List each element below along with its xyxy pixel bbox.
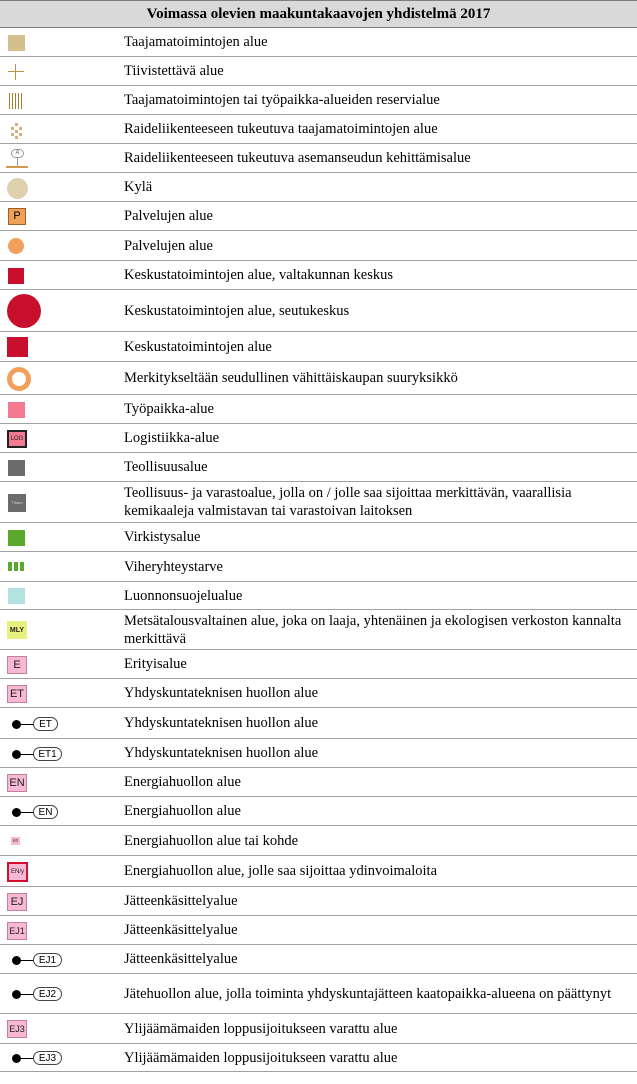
point-connector-line — [20, 1058, 34, 1059]
legend-symbol — [0, 1044, 120, 1071]
station-stem — [17, 158, 18, 166]
mly-square-icon: MLY — [7, 621, 27, 639]
legend-text: Jätehuollon alue, jolla toiminta yhdyskuntajätteen kaatopaikka-alueena on päättynyt — [124, 985, 612, 1002]
erityisalue-square-icon: EN — [7, 774, 27, 792]
legend-text: Energiahuollon alue — [124, 803, 241, 819]
point-pill-label: ET1 — [33, 747, 62, 761]
ydinvoima-square-icon: EN/y — [7, 862, 28, 882]
legend-symbol — [0, 523, 120, 551]
legend-row — [0, 974, 637, 1014]
legend-row — [0, 887, 637, 916]
reserve-line — [18, 93, 19, 109]
keskusta-square-icon — [7, 337, 28, 357]
legend-row — [0, 261, 637, 290]
erityisalue-square-icon: ET — [7, 685, 27, 703]
legend-title: Voimassa olevien maakuntakaavojen yhdistelmä 2017 — [0, 0, 637, 28]
legend-symbol — [0, 826, 120, 855]
reserve-line — [9, 93, 10, 109]
legend-text: Työpaikka-alue — [124, 401, 214, 417]
reserve-line — [21, 93, 22, 109]
legend-text: Taajamatoimintojen tai työpaikka-alueiden reservialue — [124, 92, 440, 108]
taajama-square-icon — [8, 35, 25, 51]
legend-row — [0, 144, 637, 173]
legend-row — [0, 945, 637, 974]
legend-symbol — [0, 1014, 120, 1043]
point-pill-label: EN — [33, 805, 58, 819]
legend-row — [0, 202, 637, 231]
viheryhteys-bar — [20, 562, 24, 571]
legend-symbol — [0, 290, 120, 331]
legend-text: Taajamatoimintojen alue — [124, 34, 268, 50]
legend-row — [0, 332, 637, 362]
legend-row — [0, 424, 637, 453]
legend-text: Keskustatoimintojen alue — [124, 338, 272, 355]
legend-symbol — [0, 424, 120, 452]
energia-kohde-icon: en — [12, 838, 19, 844]
legend-row — [0, 482, 637, 523]
viheryhteys-bars-icon — [8, 562, 26, 571]
kyla-circle-icon — [7, 178, 28, 199]
legend-text: Raideliikenteeseen tukeutuva asemanseudun kehittämisalue — [124, 150, 471, 166]
legend-symbol — [0, 797, 120, 825]
legend-symbol — [0, 916, 120, 944]
legend-row — [0, 115, 637, 144]
reserve-line — [12, 93, 13, 109]
viheryhteys-bar — [8, 562, 12, 571]
legend-symbol — [0, 552, 120, 581]
legend-text: Kylä — [124, 179, 153, 195]
legend-symbol — [0, 332, 120, 361]
erityisalue-square-icon: EJ — [7, 893, 27, 911]
vahittaiskauppa-ring-icon — [7, 367, 31, 391]
legend-symbol — [0, 679, 120, 707]
point-connector-line — [20, 812, 34, 813]
teollisuus-square-icon — [8, 460, 25, 476]
point-connector-line — [20, 754, 34, 755]
legend-symbol — [0, 482, 120, 522]
rail-taajama-icon — [8, 122, 25, 139]
legend-symbol — [0, 202, 120, 230]
valtakunnan-keskus-icon — [8, 268, 24, 284]
legend-row — [0, 826, 637, 856]
station-marker-icon — [6, 149, 28, 169]
legend-text: Energiahuollon alue tai kohde — [124, 832, 299, 849]
seutukeskus-circle-icon — [7, 294, 41, 328]
legend-text: Yhdyskuntateknisen huollon alue — [124, 715, 319, 731]
erityisalue-square-icon: E — [7, 656, 27, 674]
legend-row — [0, 739, 637, 768]
legend-text: Tiivistettävä alue — [124, 63, 224, 79]
legend-row — [0, 797, 637, 826]
palvelu-circle-icon — [8, 238, 24, 254]
legend-symbol — [0, 582, 120, 609]
legend-row — [0, 395, 637, 424]
legend-text: Teollisuusalue — [124, 459, 208, 475]
legend-row — [0, 290, 637, 332]
legend-text: Erityisalue — [124, 656, 187, 672]
legend-rows — [0, 28, 637, 1072]
legend-symbol — [0, 115, 120, 143]
legend-row — [0, 856, 637, 887]
legend-text: Energiahuollon alue, jolle saa sijoittaa ydinvoimaloita — [124, 863, 438, 879]
legend-text: Jätteenkäsittelyalue — [124, 922, 238, 938]
legend-symbol — [0, 231, 120, 260]
legend-text: Keskustatoimintojen alue, valtakunnan keskus — [124, 267, 394, 283]
palvelu-square-icon: P — [8, 208, 26, 225]
legend-symbol — [0, 453, 120, 481]
legend-row — [0, 650, 637, 679]
legend-row — [0, 231, 637, 261]
reserve-lines-icon — [9, 93, 25, 109]
legend-text: Ylijäämämaiden loppusijoitukseen varattu alue — [124, 1020, 398, 1037]
legend-text: Jätteenkäsittelyalue — [124, 893, 238, 909]
legend-text: Logistiikka-alue — [124, 430, 220, 446]
legend-row — [0, 1044, 637, 1072]
legend-row — [0, 552, 637, 582]
legend-symbol — [0, 974, 120, 1013]
point-pill-label: EJ2 — [33, 987, 62, 1001]
plus-icon — [8, 64, 24, 80]
legend-row — [0, 523, 637, 552]
legend-row — [0, 28, 637, 57]
station-base — [6, 166, 28, 168]
legend-symbol — [0, 86, 120, 114]
legend-text: Luonnonsuojelualue — [124, 587, 243, 604]
kemikaali-square-icon: T/kem — [8, 494, 26, 512]
plus-icon-v — [15, 64, 16, 80]
legend-symbol — [0, 708, 120, 738]
legend-symbol — [0, 261, 120, 289]
legend-text: Yhdyskuntateknisen huollon alue — [124, 685, 319, 701]
legend-text: Jätteenkäsittelyalue — [124, 951, 238, 967]
legend-symbol — [0, 739, 120, 767]
legend-text: Keskustatoimintojen alue, seutukeskus — [124, 302, 350, 319]
legend-text: Palvelujen alue — [124, 237, 213, 254]
legend-row — [0, 768, 637, 797]
reserve-line — [15, 93, 16, 109]
erityisalue-square-icon: EJ3 — [7, 1020, 27, 1038]
legend-row — [0, 708, 637, 739]
legend-symbol — [0, 144, 120, 172]
plus-icon-h — [8, 71, 24, 72]
legend-symbol — [0, 610, 120, 649]
legend-text: Energiahuollon alue — [124, 774, 241, 790]
legend-text: Merkitykseltään seudullinen vähittäiskaupan suuryksikkö — [124, 370, 458, 386]
legend-symbol — [0, 173, 120, 201]
point-pill-label: EJ3 — [33, 1051, 62, 1065]
logistiikka-square-icon: LOG — [7, 430, 27, 448]
legend-row — [0, 916, 637, 945]
viheryhteys-bar — [14, 562, 18, 571]
station-label: A — [11, 149, 24, 158]
legend-text: Metsätalousvaltainen alue, joka on laaja, yhtenäinen ja ekologisen verkoston kannalta merkittävä — [124, 612, 622, 647]
legend-text: Ylijäämämaiden loppusijoitukseen varattu alue — [124, 1049, 398, 1066]
legend-text: Virkistysalue — [124, 529, 201, 545]
legend-symbol — [0, 768, 120, 796]
point-connector-line — [20, 724, 34, 725]
legend-symbol — [0, 887, 120, 915]
legend-row — [0, 453, 637, 482]
legend-row — [0, 610, 637, 650]
tyopaikka-square-icon — [8, 402, 25, 418]
legend-row — [0, 173, 637, 202]
erityisalue-square-icon: EJ1 — [7, 922, 27, 940]
legend-row — [0, 86, 637, 115]
legend-row — [0, 679, 637, 708]
legend-row — [0, 1014, 637, 1044]
legend-symbol — [0, 57, 120, 85]
legend-text: Viheryhteystarve — [124, 558, 223, 575]
legend-symbol — [0, 945, 120, 973]
legend-row — [0, 582, 637, 610]
legend-symbol — [0, 650, 120, 678]
legend-text: Palvelujen alue — [124, 208, 213, 224]
legend-symbol — [0, 395, 120, 423]
point-connector-line — [20, 994, 34, 995]
point-pill-label: ET — [33, 717, 58, 731]
legend-row — [0, 362, 637, 395]
legend-text: Raideliikenteeseen tukeutuva taajamatoimintojen alue — [124, 121, 438, 137]
legend-symbol — [0, 362, 120, 394]
legend-row — [0, 57, 637, 86]
legend-symbol — [0, 856, 120, 886]
legend-symbol — [0, 28, 120, 56]
point-pill-label: EJ1 — [33, 953, 62, 967]
virkistys-square-icon — [8, 530, 25, 546]
luonnonsuojelu-square-icon — [8, 588, 25, 604]
point-connector-line — [20, 960, 34, 961]
legend-text: Yhdyskuntateknisen huollon alue — [124, 745, 319, 761]
legend-text: Teollisuus- ja varastoalue, jolla on / jolle saa sijoittaa merkittävän, vaarallisia kemikaaleja valmistavan tai varastoivan laitoksen — [124, 485, 572, 519]
